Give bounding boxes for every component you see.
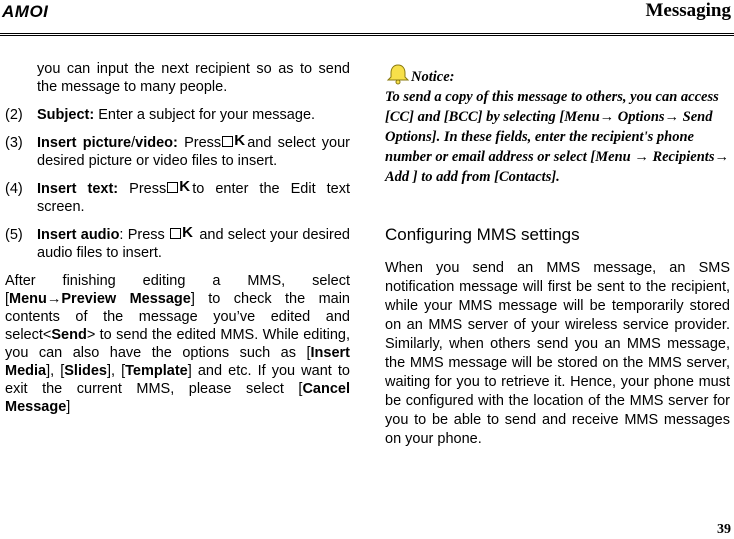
right-column (385, 63, 730, 449)
text-run: ] (66, 399, 71, 415)
item-post: to enter the Edit text screen. (37, 181, 350, 215)
item-number: (4) (5, 181, 23, 197)
item-label: Insert text: (37, 181, 119, 197)
item-label-2: video: (135, 135, 178, 151)
arrow-run: → (46, 291, 62, 307)
notice-box (385, 63, 730, 187)
item-post: and select your desired picture or video files to insert. (37, 135, 351, 169)
bold-run: Send (51, 327, 87, 343)
notice-label: Notice: (411, 69, 455, 85)
section-title: Configuring MMS settings (385, 225, 580, 244)
ok-key-icon: K (166, 181, 192, 194)
list-item-insert-picture (5, 134, 350, 170)
left-column (5, 60, 350, 416)
text-run: ] and etc. If you want to exit the current MMS, please select [ (5, 363, 350, 397)
bold-run: Preview Message (61, 291, 191, 307)
item-post: and select your desired audio files to insert. (37, 227, 350, 261)
item-text: Enter a subject for your message. (94, 107, 316, 123)
text-run: > to send the edited MMS. While editing, you can also have the options such as [ (5, 327, 350, 361)
item-pre: Press (118, 181, 167, 197)
section-body: When you send an MMS message, an SMS notification message will first be sent to the recipient, while your MMS message will be temporarily stored on an MMS server of your wireless service provider. Similarly, when others send you an MMS message, the MMS message will be stored on the MMS server, waiting for you to retrieve it. Hence, your phone must be configured with the location of the MMS server for you to be able to send and receive MMS messages on your phone. (385, 260, 730, 447)
bold-run: Cancel Message (5, 381, 350, 415)
item-label: Insert picture (37, 135, 132, 151)
text-run: ] to check the main contents of the message you’ve edited and select< (5, 291, 350, 343)
item-pre: Press (177, 135, 222, 151)
intro-paragraph: you can input the next recipient so as to send the message to many people. (37, 61, 350, 95)
header-rule-thin (0, 35, 734, 36)
item-number: (2) (5, 107, 23, 123)
after-editing-paragraph (5, 272, 350, 416)
item-number: (3) (5, 135, 23, 151)
amoi-logo: AMOI (2, 2, 49, 21)
page-header-title: Messaging (645, 0, 731, 21)
header-rule (0, 33, 734, 34)
item-label: Insert audio (37, 227, 120, 243)
list-item-insert-text (5, 180, 350, 216)
bold-run: Slides (64, 363, 107, 379)
item-sep: / (131, 135, 136, 151)
list-item-insert-audio (5, 226, 350, 262)
list-item-subject (5, 106, 350, 124)
bold-run: Menu (9, 291, 47, 307)
ok-key-icon: K (221, 135, 247, 148)
item-pre: : Press (119, 227, 170, 243)
item-number: (5) (5, 227, 23, 243)
text-run: ], [ (46, 363, 65, 379)
item-label: Subject: (37, 107, 95, 123)
bell-icon (385, 63, 411, 85)
bold-run: Insert Media (5, 345, 350, 379)
ok-key-icon: K (169, 227, 195, 240)
page-number: 39 (717, 522, 731, 537)
text-run: ], [ (106, 363, 126, 379)
text-run: After finishing editing a MMS, select [ (5, 273, 350, 307)
bold-run: Template (125, 363, 188, 379)
notice-text: To send a copy of this message to others, you can access [CC] and [BCC] by selecting [Menu→ Options→ Send Options]. In these fields, enter the recipient's phone number or email address or select [Menu → Recipients→ Add ] to add from [Contacts]. (385, 89, 729, 185)
